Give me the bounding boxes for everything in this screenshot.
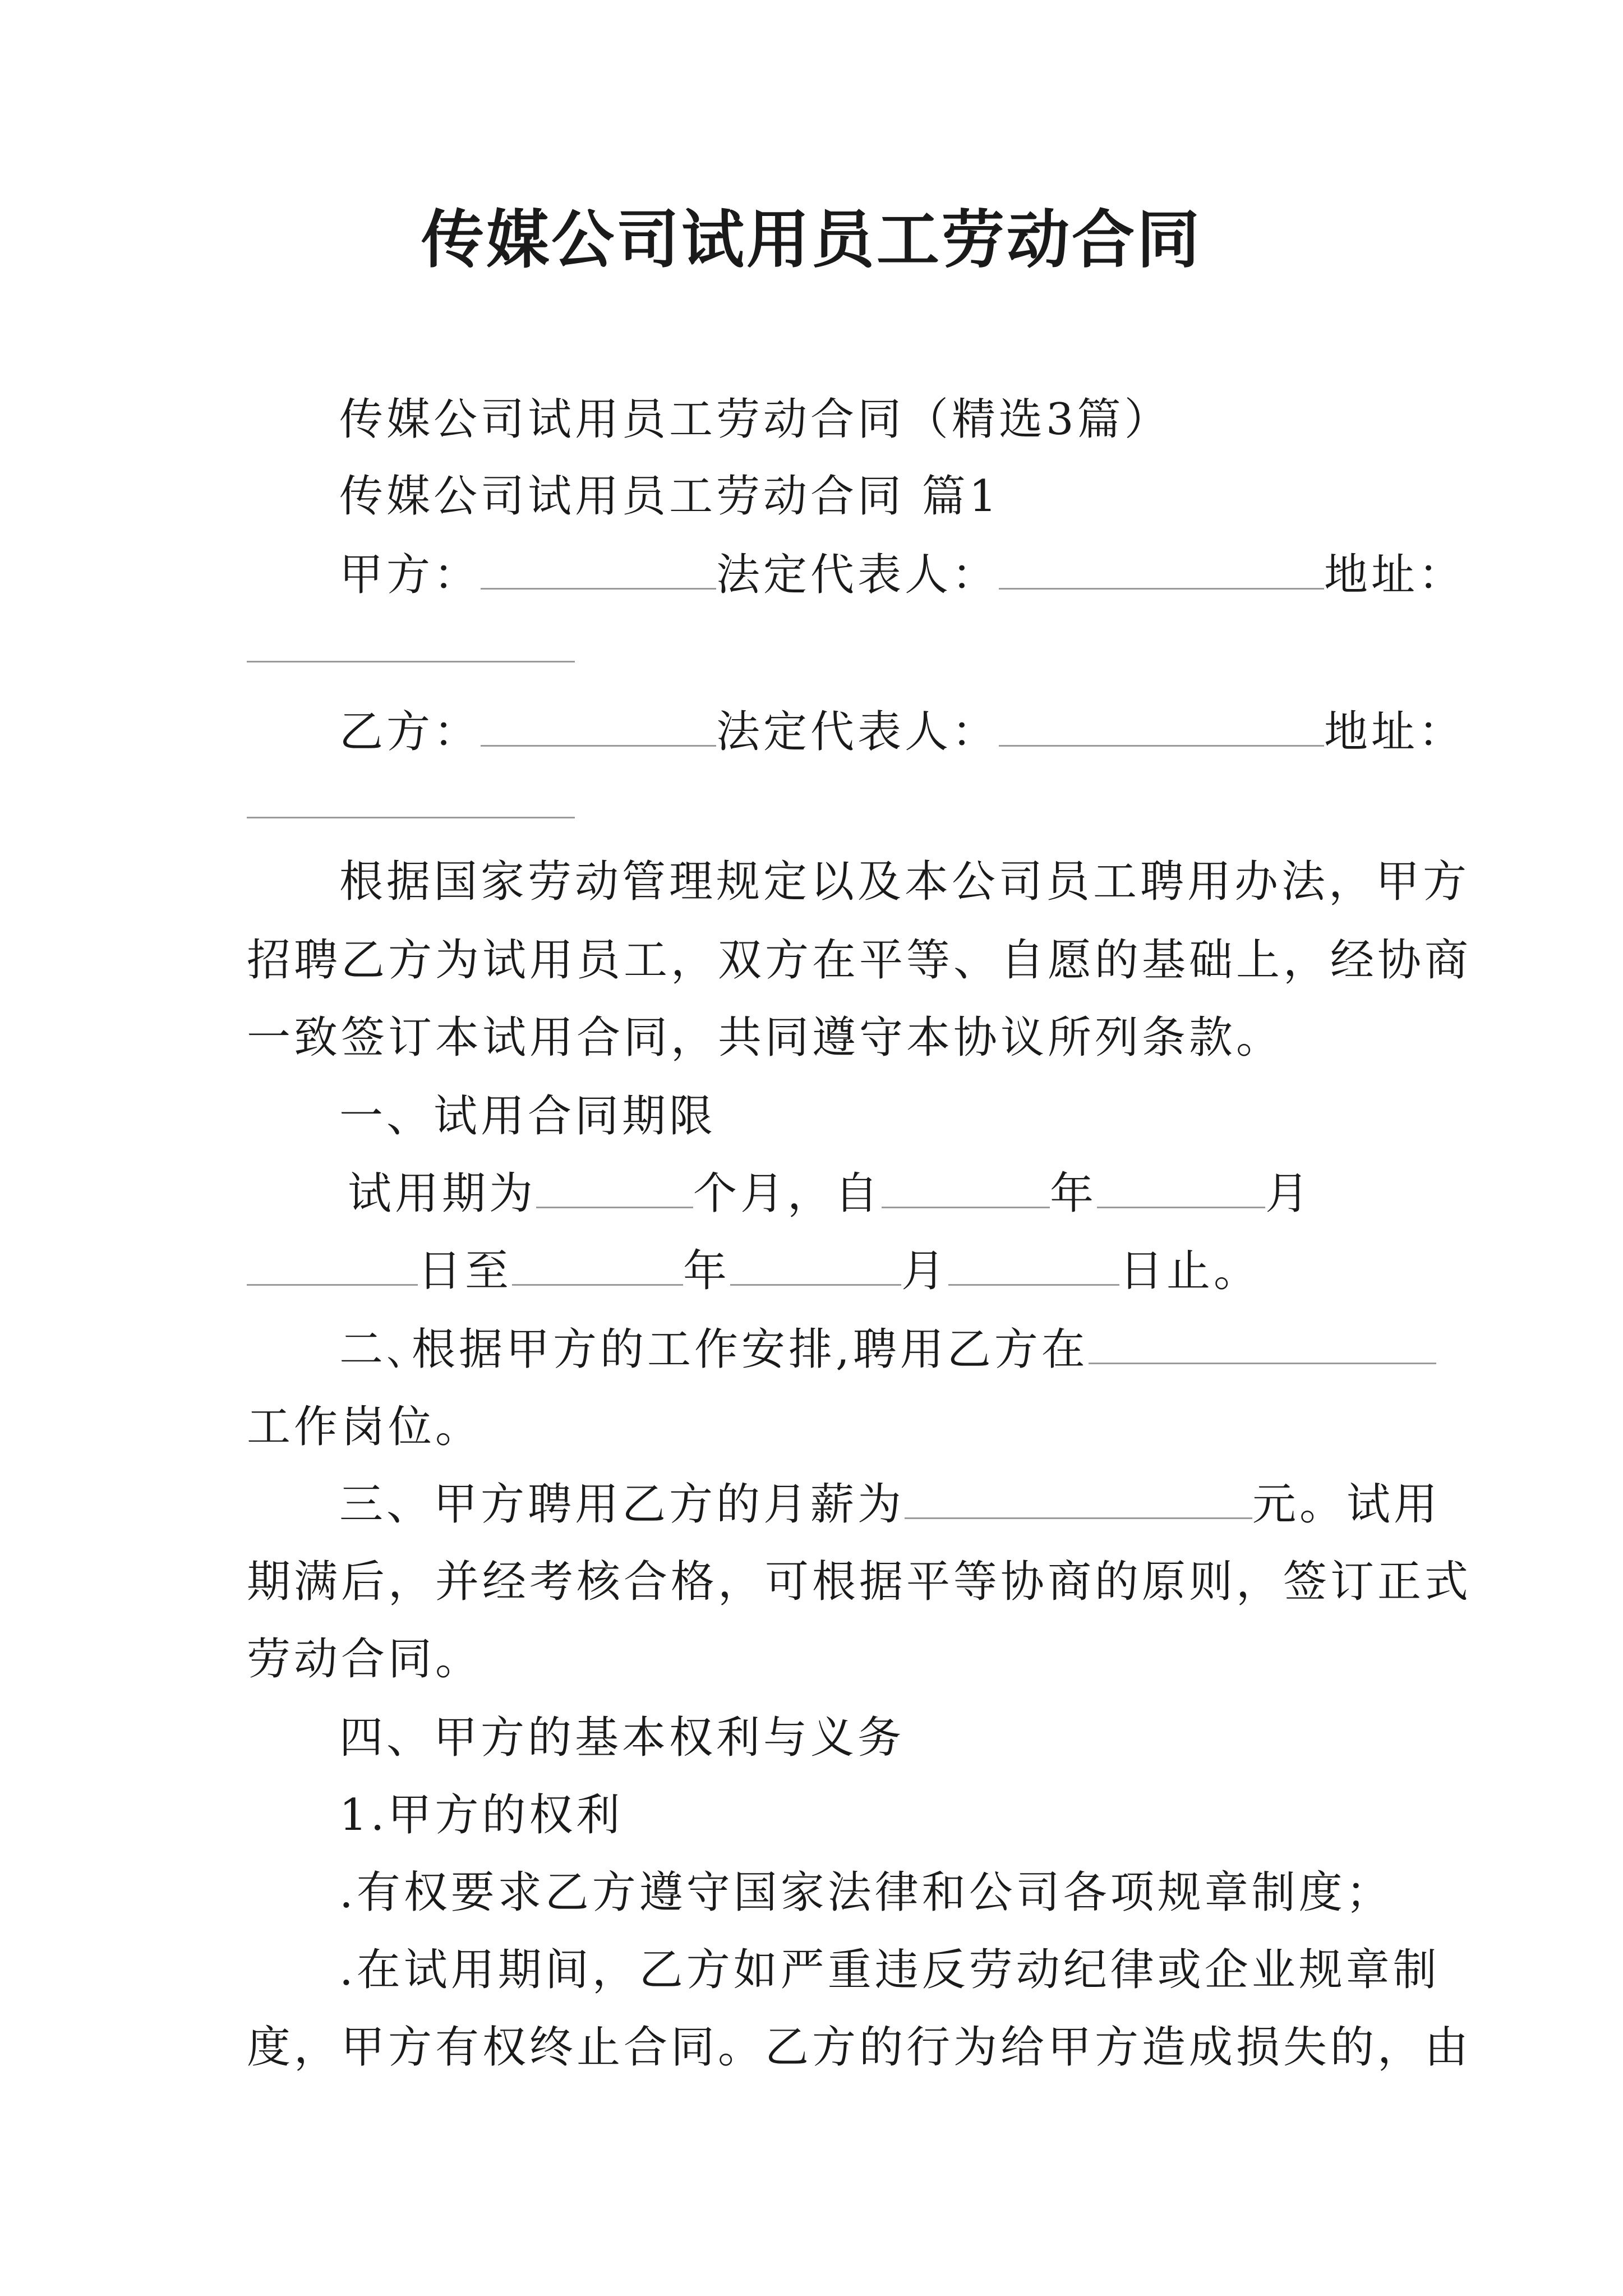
clause3-line1: [339, 1465, 1441, 1544]
section-title: 传媒公司试用员工劳动合同 篇1: [339, 471, 1000, 522]
legal-rep-a-blank[interactable]: [999, 586, 1324, 590]
intro-line-1: 根据国家劳动管理规定以及本公司员工聘用办法，甲方: [339, 857, 1470, 907]
clause2-line2: 工作岗位。: [247, 1402, 483, 1452]
legal-rep-b-blank[interactable]: [999, 743, 1324, 747]
party-a-line: [339, 536, 1466, 614]
salary-blank[interactable]: [905, 1515, 1252, 1519]
clause1-line1: [348, 1154, 1486, 1233]
right-b-line1: .在试用期间，乙方如严重违反劳动纪律或企业规章制: [339, 1945, 1440, 1995]
months-blank[interactable]: [536, 1204, 693, 1208]
legal-rep-label-a: 法定代表人：: [716, 550, 999, 600]
clause3-prefix: 三、甲方聘用乙方的月薪为: [339, 1479, 905, 1530]
intro-line-2: 招聘乙方为试用员工，双方在平等、自愿的基础上，经协商: [247, 935, 1472, 986]
end-day-blank[interactable]: [948, 1282, 1119, 1286]
start-year-label: 年: [1050, 1168, 1098, 1219]
party-b-blank[interactable]: [481, 743, 716, 747]
intro-line-3: 一致签订本试用合同，共同遵守本协议所列条款。: [247, 1013, 1284, 1063]
right-a: .有权要求乙方遵守国家法律和公司各项规章制度；: [339, 1867, 1393, 1918]
start-year-blank[interactable]: [882, 1204, 1050, 1208]
end-day-label: 日止。: [1119, 1246, 1261, 1296]
address-label-b: 地址：: [1324, 707, 1466, 757]
legal-rep-label-b: 法定代表人：: [716, 707, 999, 757]
day-to-label: 日至: [418, 1246, 513, 1296]
clause3-suffix: 元。试用: [1252, 1479, 1441, 1530]
clause4-title: 四、甲方的基本权利与义务: [339, 1713, 905, 1763]
clause1-line2: [247, 1232, 1385, 1310]
months-label: 个月，自: [693, 1168, 882, 1219]
end-year-label: 年: [683, 1246, 731, 1296]
party-a-blank[interactable]: [481, 586, 716, 590]
subtitle: 传媒公司试用员工劳动合同（精选3篇）: [339, 394, 1172, 445]
clause2-line1: [339, 1310, 1385, 1389]
address-b-blank[interactable]: [247, 817, 575, 818]
clause3-line3: 劳动合同。: [247, 1634, 483, 1685]
position-blank[interactable]: [1089, 1360, 1436, 1364]
address-label-a: 地址：: [1324, 550, 1466, 600]
end-month-blank[interactable]: [730, 1282, 901, 1286]
party-a-label: 甲方：: [339, 550, 481, 600]
start-month-blank[interactable]: [1097, 1204, 1265, 1208]
party-b-line: [339, 693, 1466, 771]
clause3-line2: 期满后，并经考核合格，可根据平等协商的原则，签订正式: [247, 1557, 1472, 1607]
start-day-blank[interactable]: [247, 1282, 418, 1286]
party-b-label: 乙方：: [339, 707, 481, 757]
clause1-title: 一、试用合同期限: [339, 1091, 717, 1142]
right-b-line2: 度，甲方有权终止合同。乙方的行为给甲方造成损失的，由: [247, 2022, 1472, 2073]
trial-period-label: 试用期为: [348, 1168, 537, 1219]
end-year-blank[interactable]: [512, 1282, 683, 1286]
start-month-label: 月: [1265, 1168, 1313, 1219]
clause2-text: 二､根据甲方的工作安排,聘用乙方在: [339, 1324, 1089, 1375]
end-month-label: 月: [901, 1246, 949, 1296]
address-a-blank[interactable]: [247, 661, 575, 662]
clause4-sub1: 1.甲方的权利: [339, 1790, 624, 1841]
document-title: 传媒公司试用员工劳动合同: [421, 203, 1202, 277]
